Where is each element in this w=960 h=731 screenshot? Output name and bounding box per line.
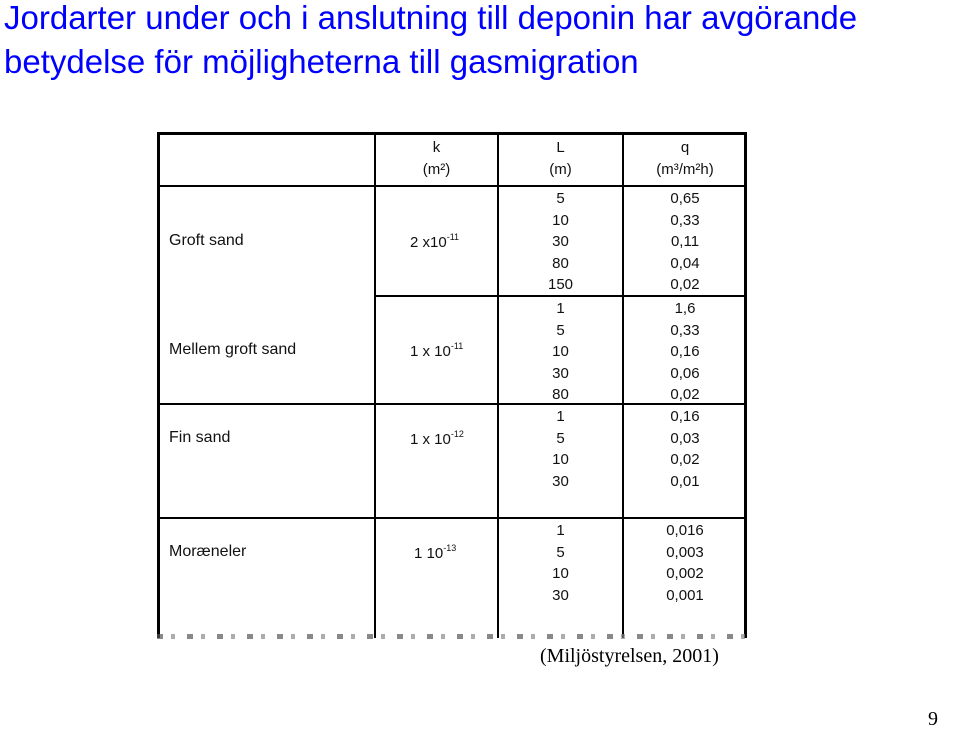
q-value: 0,65: [670, 190, 700, 207]
q-value: 0,02: [670, 276, 700, 293]
L-value: 80: [552, 386, 569, 403]
L-values: [499, 406, 622, 492]
soil-type-label: Groft sand: [169, 232, 244, 249]
q-value: 0,33: [670, 321, 700, 339]
q-value: 0,11: [670, 233, 700, 250]
q-value: 0,02: [670, 386, 700, 403]
page-number: 9: [928, 708, 938, 730]
L-value: 5: [556, 429, 565, 447]
L-value: 150: [547, 276, 574, 293]
header-q: [624, 137, 746, 181]
row-divider: [160, 517, 744, 519]
header-divider: [160, 185, 744, 187]
L-values: [499, 188, 622, 296]
column-divider: [374, 135, 376, 638]
k-exponent: -13: [443, 543, 457, 553]
k-value: [410, 429, 464, 448]
L-value: 10: [552, 451, 569, 468]
q-values: [624, 298, 746, 406]
k-exponent: -12: [450, 429, 464, 439]
k-value: [414, 543, 456, 562]
L-value: 30: [552, 233, 569, 250]
L-values: [499, 520, 622, 606]
q-value: 0,001: [666, 586, 704, 604]
L-value: 5: [556, 321, 565, 339]
q-values: [624, 406, 746, 492]
header-L: [499, 137, 622, 181]
q-value: 0,003: [666, 543, 704, 561]
L-value: 5: [556, 543, 565, 561]
L-value: 1: [556, 408, 565, 425]
header-L-symbol: L: [556, 139, 565, 156]
header-k: [376, 137, 497, 181]
header-q-symbol: q: [680, 139, 690, 156]
k-base: 1 x 10: [410, 343, 451, 360]
L-value: 10: [552, 343, 569, 360]
k-exponent: -11: [450, 341, 464, 351]
q-value: 0,04: [670, 254, 700, 272]
header-q-unit: (m³/m²h): [656, 161, 714, 178]
k-exponent: -11: [446, 232, 460, 242]
k-value: [410, 341, 463, 360]
L-value: 10: [552, 565, 569, 582]
gas-migration-table: [157, 132, 747, 638]
soil-type-label: Moræneler: [169, 543, 247, 560]
q-value: 0,016: [666, 522, 704, 539]
q-value: 0,03: [670, 429, 700, 447]
slide-title: [4, 0, 954, 84]
L-value: 1: [556, 522, 565, 539]
q-value: 0,06: [670, 364, 700, 382]
L-value: 5: [556, 190, 565, 207]
q-value: 0,02: [670, 451, 700, 468]
header-L-unit: (m): [549, 161, 572, 178]
L-value: 30: [552, 586, 569, 604]
soil-type-label: Fin sand: [169, 429, 231, 446]
k-base: 1 10: [414, 545, 444, 562]
L-value: 80: [552, 254, 569, 272]
q-value: 0,16: [670, 408, 700, 425]
L-value: 30: [552, 364, 569, 382]
q-values: [624, 520, 746, 606]
q-value: 0,16: [670, 343, 700, 360]
q-value: 1,6: [674, 300, 696, 317]
cropped-scan-edge: [157, 634, 757, 639]
source-citation: (Miljöstyrelsen, 2001): [540, 645, 719, 667]
title-line-2: betydelse för möjligheterna till gasmigration: [4, 43, 639, 80]
header-k-unit: (m²): [422, 161, 451, 178]
k-base: 1 x 10: [410, 431, 451, 448]
header-k-symbol: k: [432, 139, 441, 156]
soil-type-label: Mellem groft sand: [169, 341, 297, 358]
L-value: 1: [556, 300, 565, 317]
q-values: [624, 188, 746, 296]
L-value: 10: [552, 211, 569, 229]
q-value: 0,33: [670, 211, 700, 229]
L-values: [499, 298, 622, 406]
q-value: 0,002: [666, 565, 704, 582]
k-value: [410, 232, 459, 251]
q-value: 0,01: [670, 472, 700, 490]
title-line-1: Jordarter under och i anslutning till deponin har avgörande: [4, 0, 858, 36]
L-value: 30: [552, 472, 569, 490]
k-base: 2 x10: [410, 234, 447, 251]
